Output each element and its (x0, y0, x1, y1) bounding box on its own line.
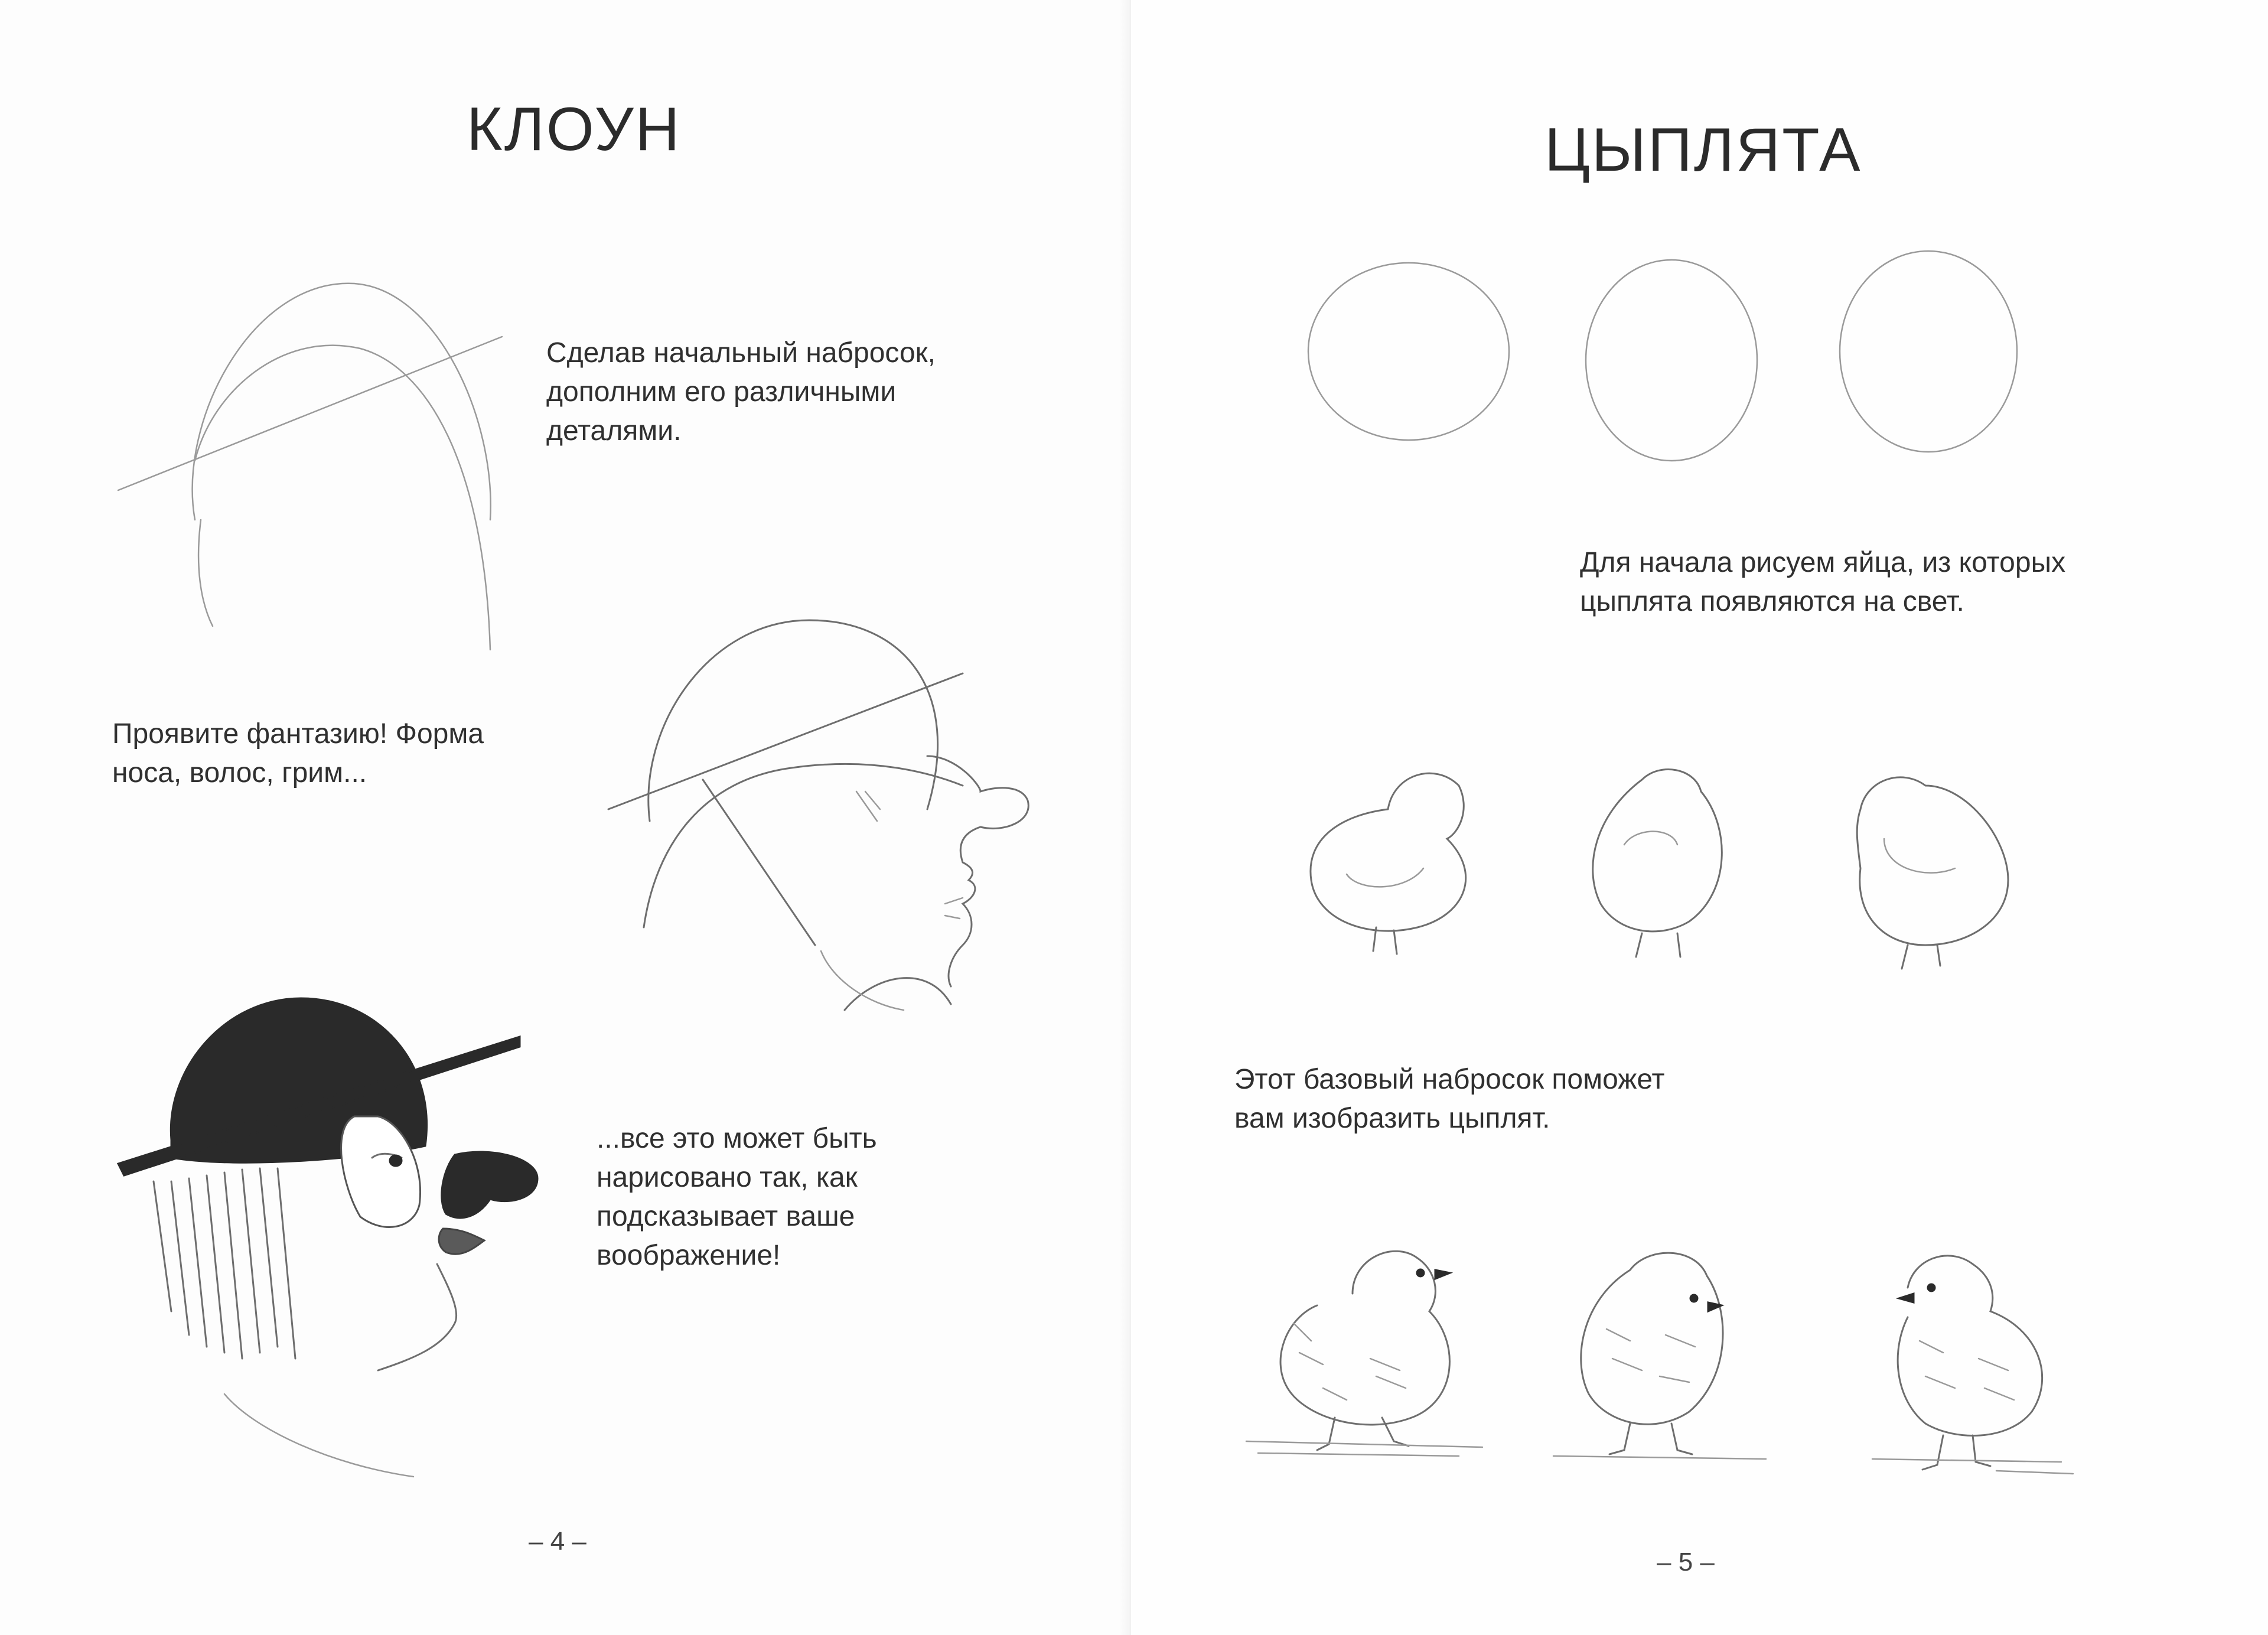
chick-basic-sketches (1270, 738, 2067, 975)
right-page (1131, 0, 2268, 1635)
clown-finished-drawing (106, 981, 543, 1500)
chicks-instruction-step1: Для начала рисуем яйца, из которых цыплята появляются на свет. (1580, 547, 2066, 617)
egg-outlines (1308, 248, 2047, 473)
page-number-right: – 5 – (1657, 1548, 1715, 1577)
egg-shape-2 (1586, 260, 1757, 461)
page-number-left: – 4 – (529, 1527, 586, 1556)
clown-instruction-step1: Сделав начальный набросок, дополним его различными деталями. (546, 337, 936, 447)
left-page (0, 0, 1131, 1635)
chick-sketch-2 (1593, 770, 1722, 957)
chick-finished-drawings (1234, 1223, 2091, 1506)
clown-instruction-step3: ...все это может быть нарисовано так, как подсказывает ваше воображение! (597, 1123, 877, 1271)
chick-drawing-2 (1553, 1253, 1766, 1459)
egg-shape-3 (1840, 251, 2017, 452)
chick-drawing-3 (1872, 1256, 2073, 1474)
chick-sketch-3 (1857, 777, 2008, 969)
clown-sketch-step1 (106, 272, 532, 650)
clown-sketch-step2 (597, 597, 1045, 1057)
page-title-chicks: ЦЫПЛЯТА (1544, 116, 1862, 184)
page-title-clown: КЛОУН (467, 95, 682, 164)
clown-instruction-step2: Проявите фантазию! Форма носа, волос, грим... (112, 718, 484, 789)
egg-shape-1 (1308, 263, 1509, 440)
chick-sketch-1 (1311, 773, 1466, 954)
chick-drawing-1 (1246, 1251, 1482, 1456)
chicks-instruction-step2: Этот базовый набросок поможет вам изобразить цыплят. (1234, 1064, 1665, 1134)
